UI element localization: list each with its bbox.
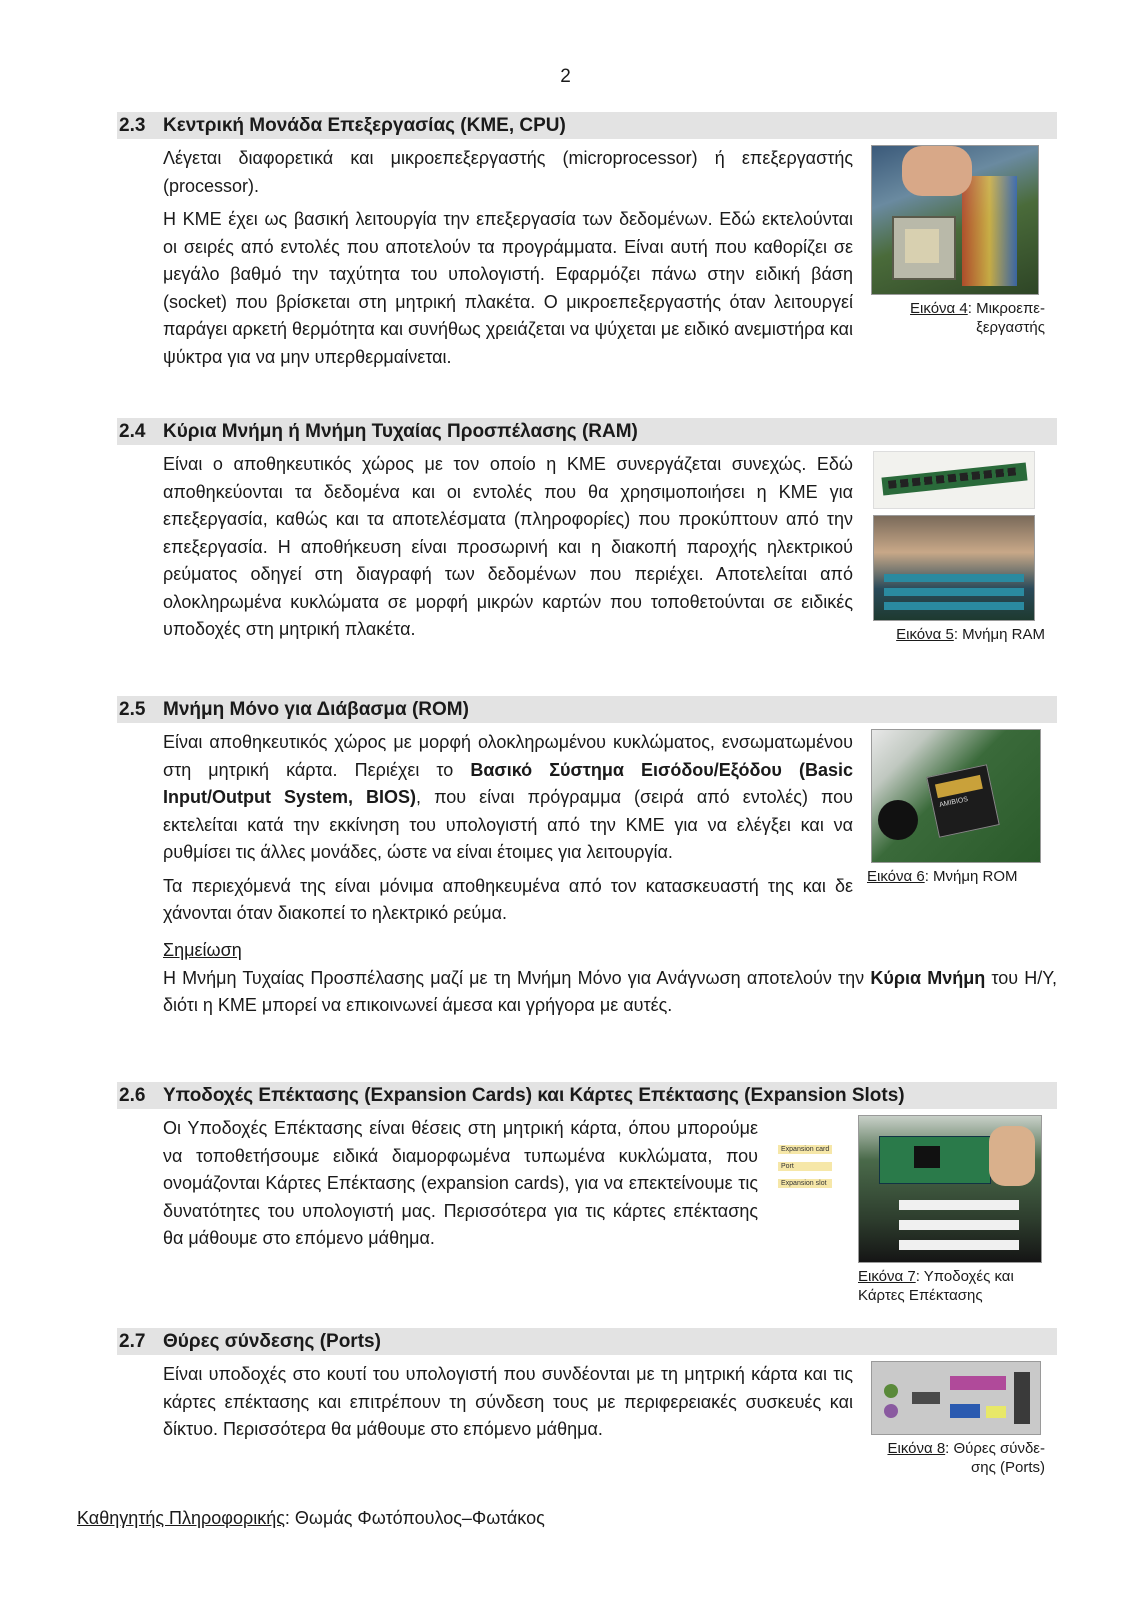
bold-term: Κύρια Μνήμη [870, 967, 986, 988]
section-heading [117, 1082, 1057, 1109]
note-heading [163, 940, 1057, 961]
section-heading [117, 418, 1057, 445]
paragraph: Είναι ο αποθηκευτικός χώρος με τον οποίο η ΚΜΕ συνεργάζεται συνεχώς. Εδώ αποθηκεύονται τα δεδομένα και οι εντολές που θα χρησιμοποιήσει η ΚΜΕ για επεξεργασία, καθώς και τα αποτελέσματα (πληροφορίες) που προκύπτουν από την επεξεργασία. Η αποθήκευση είναι προσωρινή και η διακοπή παροχής ηλεκτρικού ρεύματος οδηγεί στη διαγραφή των δεδομένων που περιέχει. Αποτελείται από ολοκληρωμένα κυκλώματα σε μορφή μικρών καρτών που τοποθετούνται σε ειδικές υποδοχές στη μητρική πλακέτα. [163, 454, 853, 639]
figure-rom [867, 729, 1045, 886]
section-body [163, 1115, 758, 1259]
figure-caption [867, 1439, 1045, 1477]
figure-ref: Εικόνα 7 [858, 1268, 916, 1285]
ports-photo [871, 1361, 1041, 1435]
figure-text: : Μικροεπε-ξεργαστής [967, 300, 1045, 336]
section-title: Υποδοχές Επέκτασης (Expansion Cards) και Κάρτες Επέκτασης (Expansion Slots) [163, 1084, 905, 1106]
section-heading [117, 1328, 1057, 1355]
figure-caption [867, 299, 1045, 337]
paragraph: Είναι υποδοχές στο κουτί του υπολογιστή που συνδέονται με τη μητρική κάρτα και τις κάρτες επέκτασης και επιτρέπουν τη σύνδεση τους με περιφερειακές συσκευές και δίκτυο. Περισσότερα θα μάθουμε στο επόμενο μάθημα. [163, 1364, 853, 1439]
section-heading [117, 696, 1057, 723]
section-expansion [117, 1082, 1057, 1305]
paragraph: Η ΚΜΕ έχει ως βασική λειτουργία την επεξεργασία των δεδομένων. Εδώ εκτελούνται οι σειρές από εντολές που αποτελούν τα προγράμματα. Είναι αυτή που καθορίζει σε μεγάλο βαθμό την ταχύτητα του υπολογιστή. Εφαρμόζει πάνω στην ειδική βάση (socket) που βρίσκεται στη μητρική πλακέτα. Ο μικροεπεξεργαστής όταν λειτουργεί παράγει αρκετή θερμότητα και συνήθως χρειάζεται να ψύχεται με ειδικό ανεμιστήρα και ψύκτρα για να μην υπερθερμαίνεται. [163, 209, 853, 367]
figure-text: : Μνήμη RAM [953, 626, 1045, 643]
section-title: Κύρια Μνήμη ή Μνήμη Τυχαίας Προσπέλασης (RAM) [163, 420, 638, 442]
footer-role: Καθηγητής Πληροφορικής [77, 1508, 285, 1528]
section-body [163, 1361, 853, 1450]
section-body [163, 729, 853, 934]
figure-ref: Εικόνα 8 [887, 1440, 946, 1457]
section-number: 2.3 [119, 114, 146, 136]
paragraph [163, 729, 853, 867]
figure-caption [858, 1267, 1048, 1305]
section-number: 2.5 [119, 698, 146, 720]
paragraph: Λέγεται διαφορετικά και μικροεπεξεργαστής (microprocessor) ή επεξεργαστής (processor). [163, 148, 853, 196]
rom-photo [871, 729, 1041, 863]
bold-term: Βασικό Σύστημα Εισόδου/Εξόδου (Basic Input/Output System, BIOS) [163, 759, 853, 807]
ram-stick-photo [873, 451, 1035, 509]
text-span: Η Μνήμη Τυχαίας Προσπέλασης μαζί με τη Μνήμη Μόνο για Ανάγνωση αποτελούν την [163, 967, 871, 988]
section-heading [117, 112, 1057, 139]
section-ram [117, 418, 1057, 650]
figure-expansion [781, 1115, 1048, 1305]
text-span: Είναι αποθηκευτικός χώρος με μορφή ολοκληρωμένου κυκλώματος, ενσωματωμένου στη μητρική κάρτα. Περιέχει το [163, 732, 853, 780]
ram-install-photo [873, 515, 1035, 621]
section-title: Μνήμη Μόνο για Διάβασμα (ROM) [163, 698, 469, 720]
chip-label: AMIBIOS [938, 796, 969, 809]
footer-name: Θωμάς Φωτόπουλος–Φωτάκος [289, 1508, 545, 1528]
figure-ref: Εικόνα 4 [910, 300, 968, 317]
page-footer [77, 1508, 545, 1529]
text-span: του Η/Υ, διότι η ΚΜΕ μπορεί να επικοινωνεί άμεσα και γρήγορα με αυτές. [163, 967, 1058, 1015]
figure-caption [867, 625, 1045, 644]
section-body [163, 451, 853, 650]
callout-label: Expansion card [778, 1145, 832, 1154]
section-number: 2.7 [119, 1330, 146, 1352]
cpu-photo [871, 145, 1039, 295]
text-span: , που είναι πρόγραμμα (σειρά από εντολές) που εκτελείται κατά την εκκίνηση του υπολογιστή από την ΚΜΕ για να ελέγξει και να ρυθμίσει τις άλλες μονάδες, ώστε να είναι έτοιμες για λειτουργία. [163, 787, 853, 862]
figure-text: : Θύρες σύνδε-σης (Ports) [945, 1440, 1045, 1476]
figure-ports [867, 1361, 1045, 1477]
section-body [163, 145, 853, 377]
figure-text: : Υποδοχές και Κάρτες Επέκτασης [858, 1268, 1014, 1304]
footer-colon: : [284, 1508, 290, 1528]
figure-ref: Εικόνα 5 [896, 626, 954, 643]
figure-callouts [778, 1145, 832, 1196]
paragraph: Τα περιεχόμενά της είναι μόνιμα αποθηκευμένα από τον κατασκευαστή της και δε χάνονται όταν διακοπεί το ηλεκτρικό ρεύμα. [163, 875, 853, 923]
expansion-card-photo [858, 1115, 1042, 1263]
section-number: 2.6 [119, 1084, 146, 1106]
figure-text: : Μνήμη ROM [924, 868, 1018, 885]
section-title: Κεντρική Μονάδα Επεξεργασίας (ΚΜΕ, CPU) [163, 114, 566, 136]
page-number: 2 [560, 66, 571, 87]
section-number: 2.4 [119, 420, 146, 442]
note-body [163, 965, 1057, 1020]
section-rom [117, 696, 1057, 1020]
section-title: Θύρες σύνδεσης (Ports) [163, 1330, 381, 1352]
callout-label: Expansion slot [778, 1179, 832, 1188]
figure-ram [867, 451, 1045, 644]
figure-caption [867, 867, 1045, 886]
section-cpu [117, 112, 1057, 377]
callout-label: Port [778, 1162, 832, 1171]
section-ports [117, 1328, 1057, 1477]
figure-ref: Εικόνα 6 [867, 868, 925, 885]
note-label: Σημείωση [163, 939, 242, 960]
figure-cpu [867, 145, 1045, 337]
paragraph: Οι Υποδοχές Επέκτασης είναι θέσεις στη μητρική κάρτα, όπου μπορούμε να τοποθετήσουμε ειδικά διαμορφωμένα τυπωμένα κυκλώματα, που ονομάζονται Κάρτες Επέκτασης (expansion cards), για να επεκτείνουμε τις δυνατότητες του υπολογιστή μας. Περισσότερα για τις κάρτες επέκτασης θα μάθουμε στο επόμενο μάθημα. [163, 1118, 758, 1248]
